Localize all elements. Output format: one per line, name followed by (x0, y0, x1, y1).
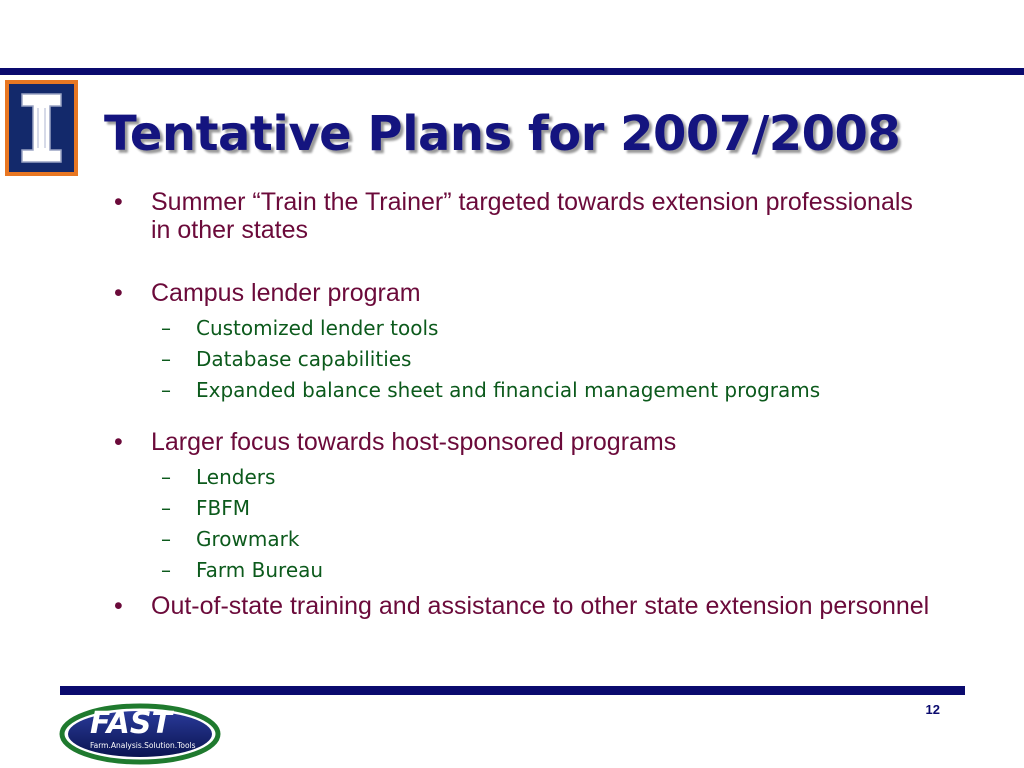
dash-icon: – (161, 527, 171, 551)
block-i-logo-icon (5, 80, 78, 176)
bullet-item (114, 428, 934, 456)
sub-text: Lenders (196, 465, 276, 489)
bullet-icon: • (114, 592, 123, 620)
bullet-icon: • (114, 279, 123, 307)
sub-item (151, 462, 934, 493)
page-number: 12 (925, 702, 940, 717)
bullet-item (114, 279, 934, 307)
sub-item (151, 524, 934, 555)
dash-icon: – (161, 347, 171, 371)
bullet-item (114, 188, 934, 244)
bullet-text: Out-of-state training and assistance to other state extension personnel (151, 592, 930, 620)
bullet-text: Campus lender program (151, 279, 421, 307)
fast-tagline: Farm.Analysis.Solution.Tools (90, 741, 196, 750)
fast-wordmark: FAST (90, 706, 172, 741)
sub-text: FBFM (196, 496, 250, 520)
bullet-icon: • (114, 428, 123, 456)
sub-item (151, 313, 934, 344)
bottom-rule (60, 686, 965, 695)
slide-content (114, 188, 934, 620)
dash-icon: – (161, 496, 171, 520)
top-rule (0, 68, 1024, 75)
sub-item (151, 344, 934, 375)
bullet-text: Summer “Train the Trainer” targeted towards extension professionals in other states (151, 188, 913, 244)
sub-item (151, 375, 934, 406)
bullet-icon: • (114, 188, 123, 216)
slide-title: Tentative Plans for 2007/2008 (104, 106, 901, 162)
dash-icon: – (161, 316, 171, 340)
sub-text: Expanded balance sheet and financial management programs (196, 378, 821, 402)
bullet-text: Larger focus towards host-sponsored programs (151, 428, 677, 456)
dash-icon: – (161, 378, 171, 402)
dash-icon: – (161, 558, 171, 582)
dash-icon: – (161, 465, 171, 489)
sub-text: Database capabilities (196, 347, 412, 371)
fast-logo-icon (56, 700, 221, 766)
sub-item (151, 493, 934, 524)
sub-item (151, 555, 934, 586)
sub-text: Customized lender tools (196, 316, 439, 340)
sub-text: Growmark (196, 527, 300, 551)
sub-text: Farm Bureau (196, 558, 324, 582)
bullet-item (114, 592, 934, 620)
